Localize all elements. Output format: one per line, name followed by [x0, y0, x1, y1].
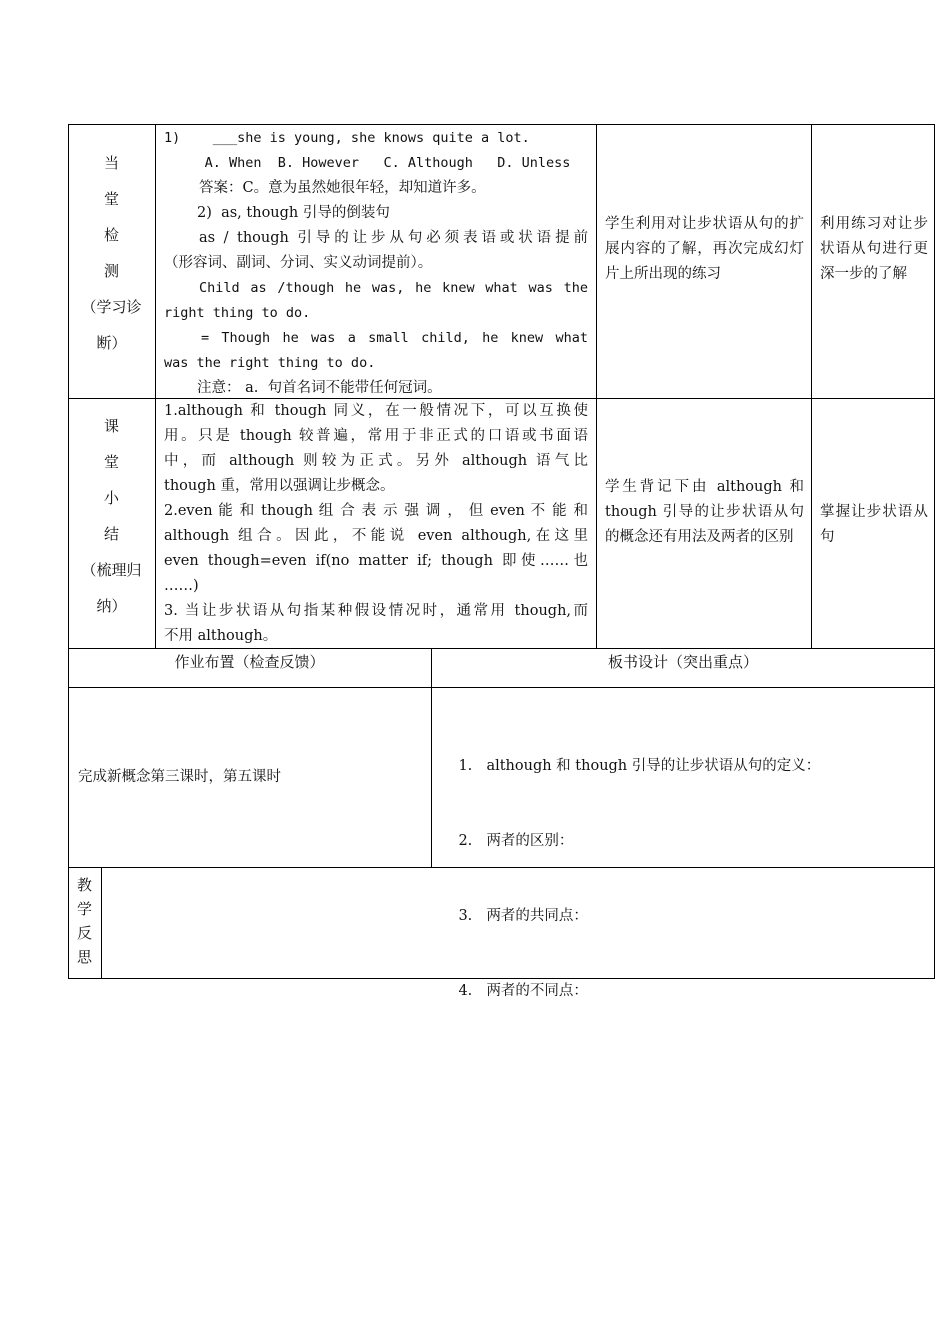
homework-content: 完成新概念第三课时，第五课时 — [78, 769, 281, 785]
content-line: 注意： a. 句首名词不能带任何冠词。 — [197, 380, 442, 396]
col-divider — [101, 867, 102, 979]
content-line: Child as /though he was, he knew what was the — [199, 280, 588, 296]
board-item — [440, 729, 930, 804]
homework-header: 作业布置（检查反馈） — [174, 653, 325, 671]
content-line: 不用 although。 — [164, 628, 278, 644]
row2-design-purpose: 掌握让步状语从句 — [820, 504, 928, 545]
board-item-text: although 和 though 引导的让步状语从句的定义： — [486, 758, 821, 774]
content-line: 答案：C。意为虽然她很年轻，却知道许多。 — [199, 180, 486, 196]
board-item — [440, 954, 930, 1029]
content-line: though 重，常用以强调让步概念。 — [164, 478, 395, 494]
board-list — [440, 729, 930, 1029]
label-char: （学习诊 — [81, 298, 142, 316]
label-char: 断） — [96, 334, 127, 352]
row-divider — [68, 687, 935, 688]
row1-label — [68, 145, 155, 361]
content-line: 2) as, though 引导的倒装句 — [197, 205, 390, 221]
row2-label — [68, 408, 155, 624]
content-line: 3. 当让步状语从句指某种假设情况时，通常用 though,而 — [164, 603, 588, 619]
row1-student-activity: 学生利用对让步状语从句的扩展内容的了解，再次完成幻灯片上所出现的练习 — [605, 216, 804, 282]
board-header: 板书设计（突出重点） — [607, 653, 758, 671]
row2-content — [164, 399, 588, 649]
label-char: 反 — [76, 924, 92, 942]
content-line: 中，而 although 则较为正式。另外 although 语气比 — [164, 453, 588, 469]
label-char: （梳理归 — [81, 561, 142, 579]
board-item-text: 两者的不同点： — [486, 983, 588, 999]
content-line: although 组合。因此，不能说 even although,在这里 — [164, 528, 588, 544]
board-item — [440, 879, 930, 954]
board-item-text: 两者的区别： — [486, 833, 574, 849]
content-line: 1.although 和 though 同义，在一般情况下，可以互换使 — [164, 403, 588, 419]
content-line: was the right thing to do. — [164, 355, 376, 371]
col-divider — [431, 648, 432, 867]
label-char: 测 — [103, 262, 119, 280]
content-line: even though=even if(no matter if; though 即使……也 — [164, 553, 588, 569]
label-char: 思 — [76, 948, 92, 966]
label-char: 教 — [76, 876, 92, 894]
row1-content — [164, 126, 588, 401]
col-divider — [811, 124, 812, 648]
content-line: ……) — [164, 578, 199, 594]
content-line: 2.even 能 和 though 组 合 表 示 强 调 ， 但 even 不 能 和 — [164, 503, 588, 519]
content-line: = Though he was a small child, he knew what — [201, 330, 588, 346]
label-char: 学 — [76, 900, 92, 918]
content-line: A. When B. However C. Although D. Unless — [164, 155, 571, 171]
label-char: 当 — [103, 154, 119, 172]
content-line: 1) ___she is young, she knows quite a lot. — [164, 130, 530, 146]
board-item-text: 两者的共同点： — [486, 908, 588, 924]
label-char: 小 — [103, 489, 119, 507]
label-char: 堂 — [103, 190, 119, 208]
board-item-number: 1. — [458, 758, 473, 774]
row2-student-activity: 学生背记下由 although 和 though 引导的让步状语从句的概念还有用法及两者的区别 — [605, 479, 804, 545]
row1-design-purpose: 利用练习对让步状语从句进行更深一步的了解 — [820, 216, 928, 282]
col-divider — [155, 124, 156, 648]
board-item-number: 2. — [458, 833, 473, 849]
board-item — [440, 804, 930, 879]
label-char: 纳） — [96, 597, 127, 615]
reflection-label — [68, 873, 101, 969]
content-line: 用。只是 though 较普遍，常用于非正式的口语或书面语 — [164, 428, 588, 444]
label-char: 课 — [103, 417, 119, 435]
col-divider — [596, 124, 597, 648]
label-char: 检 — [103, 226, 119, 244]
label-char: 堂 — [103, 453, 119, 471]
content-line: （形容词、副词、分词、实义动词提前）。 — [164, 255, 433, 271]
board-item-number: 3. — [458, 908, 473, 924]
board-item-number: 4. — [458, 983, 473, 999]
content-line: right thing to do. — [164, 305, 311, 321]
label-char: 结 — [103, 525, 119, 543]
content-line: as / though 引导的让步从句必须表语或状语提前 — [199, 230, 588, 246]
